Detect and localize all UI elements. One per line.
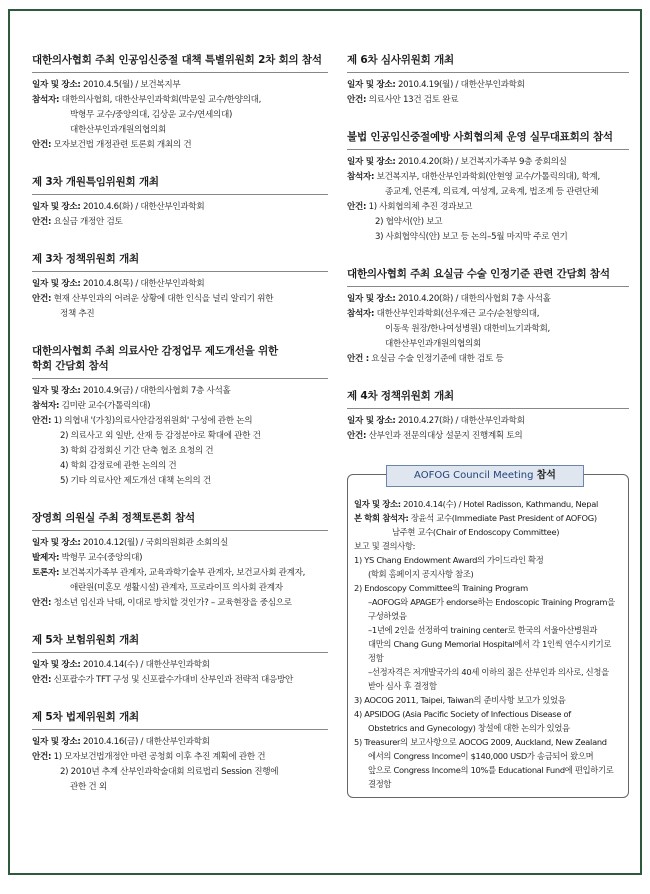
- entry-line: [354, 679, 622, 693]
- entry-text: 2010.4.16(금) / 대한산부인과학회: [80, 737, 210, 747]
- entry-line: [32, 108, 328, 123]
- entry-line: [354, 749, 622, 763]
- entry-label: 일자 및 장소:: [347, 416, 396, 426]
- entry-label: 일자 및 장소:: [32, 279, 81, 289]
- entry-label: 안건:: [32, 675, 52, 685]
- entry-line: [32, 215, 328, 230]
- entry-line: [32, 459, 328, 474]
- entry-line: [32, 384, 328, 399]
- section: [32, 511, 328, 611]
- aofog-title: [386, 465, 584, 487]
- entry-line: [32, 78, 328, 93]
- entry-label: 안건 :: [347, 354, 369, 364]
- entry-line: [354, 721, 622, 735]
- section: [347, 53, 629, 108]
- entry-line: [354, 539, 622, 553]
- entry-text: 2010.4.20(화) / 대한의사협회 7층 사석홀: [395, 294, 551, 304]
- entry-line: [32, 474, 328, 489]
- section-title-line: 제 4차 정책위원회 개최: [347, 390, 454, 402]
- entry-text: 대만의 Chang Gung Memorial Hospital에서 각 1인씩 연수시키기로: [368, 639, 612, 649]
- entry-text: 5) Treasurer의 보고사항으로 AOCOG 2009, Auckland, New Zealand: [354, 737, 607, 747]
- section-title: [347, 130, 629, 150]
- section: [347, 389, 629, 444]
- section-title-line: 제 5차 법제위원회 개최: [32, 711, 139, 723]
- entry-line: [32, 399, 328, 414]
- entry-line: [347, 185, 629, 200]
- entry-line: [347, 200, 629, 215]
- entry-text: 2010.4.8(목) / 대한산부인과학회: [80, 279, 205, 289]
- entry-label: 일자 및 장소:: [32, 386, 81, 396]
- entry-text: 2010.4.19(월) / 대한산부인과학회: [395, 80, 525, 90]
- entry-text: 보건복지부, 대한산부인과학회(안현영 교수/가톨릭의대), 학계,: [374, 172, 600, 182]
- aofog-title-suffix: 참석: [536, 470, 556, 481]
- section-title-line: 장영희 의원실 주최 정책토론회 참석: [32, 512, 195, 524]
- entry-line: [354, 623, 622, 637]
- entry-line: [347, 414, 629, 429]
- entry-label: 일자 및 장소:: [32, 660, 81, 670]
- entry-text: 3) AOCOG 2011, Taipei, Taiwan의 준비사항 보고가 있었음: [354, 695, 566, 705]
- entry-label: 참석자:: [347, 309, 375, 319]
- section-title: [32, 175, 328, 195]
- entry-line: [347, 215, 629, 230]
- entry-label: 본 학회 참석자:: [354, 513, 409, 523]
- section: [347, 267, 629, 367]
- entry-text: 현재 산부인과의 어려운 상황에 대한 인식을 널리 알리기 위한: [51, 294, 274, 304]
- entry-line: [354, 567, 622, 581]
- entry-text: 모자보건법 개정관련 토론회 개최의 건: [51, 140, 192, 150]
- entry-label: 참석자:: [32, 401, 60, 411]
- entry-text: 에서의 Congress Income이 $140,000 USD가 송금되어 왔으며: [368, 751, 594, 761]
- entry-text: 청소년 임신과 낙태, 이대로 방치할 것인가? – 교육현장을 중심으로: [51, 598, 292, 608]
- entry-line: [32, 581, 328, 596]
- entry-line: [32, 735, 328, 750]
- section-title: [32, 344, 328, 379]
- entry-line: [354, 609, 622, 623]
- entry-text: 3) 학회 감정회신 기간 단축 협조 요청의 건: [60, 446, 214, 456]
- entry-line: [347, 429, 629, 444]
- entry-line: [32, 138, 328, 153]
- section-title-line: 불법 인공임신중절예방 사회협의체 운영 실무대표회의 참석: [347, 131, 613, 143]
- entry-label: 안건:: [32, 217, 52, 227]
- entry-line: [354, 553, 622, 567]
- entry-line: [32, 596, 328, 611]
- entry-text: 대한의사협회, 대한산부인과학회(박문일 교수/한양의대,: [59, 95, 262, 105]
- entry-line: [32, 292, 328, 307]
- entry-line: [354, 651, 622, 665]
- section: [32, 53, 328, 153]
- section-title-line: 대한의사협회 주최 요실금 수술 인정기준 관련 간담회 참석: [347, 268, 610, 280]
- entry-label: 안건:: [32, 140, 52, 150]
- entry-text: 대한산부인과학회(선우재근 교수/순천향의대,: [374, 309, 540, 319]
- entry-text: 4) APSIDOG (Asia Pacific Society of Infectious Disease of: [354, 709, 571, 719]
- entry-label: 안건:: [347, 95, 367, 105]
- section: [32, 633, 328, 688]
- entry-text: 받아 심사 후 결정함: [368, 681, 437, 691]
- entry-line: [354, 581, 622, 595]
- entry-text: 대한산부인과개원의협의회: [70, 125, 167, 135]
- right-column: [347, 53, 629, 798]
- entry-line: [354, 707, 622, 721]
- entry-text: 요실금 수술 인정기준에 대한 검토 등: [368, 354, 504, 364]
- section: [32, 710, 328, 795]
- section-title: [347, 53, 629, 73]
- entry-line: [32, 765, 328, 780]
- entry-line: [32, 123, 328, 138]
- entry-line: [347, 307, 629, 322]
- entry-line: [32, 444, 328, 459]
- entry-line: [32, 307, 328, 322]
- entry-text: 2010.4.14(수) / Hotel Radisson, Kathmandu, Nepal: [400, 499, 598, 509]
- entry-line: [32, 673, 328, 688]
- entry-label: 일자 및 장소:: [32, 538, 81, 548]
- entry-label: 일자 및 장소:: [347, 157, 396, 167]
- section: [32, 175, 328, 230]
- newsletter-page: [8, 9, 642, 875]
- entry-line: [32, 658, 328, 673]
- entry-text: 남주현 교수(Chair of Endoscopy Committee): [392, 527, 560, 537]
- entry-text: 장윤석 교수(Immediate Past President of AOFOG): [408, 513, 597, 523]
- entry-label: 참석자:: [347, 172, 375, 182]
- entry-line: [32, 429, 328, 444]
- entry-text: 산부인과 전문의대상 설문지 진행계획 토의: [366, 431, 523, 441]
- entry-text: 2010.4.27(화) / 대한산부인과학회: [395, 416, 525, 426]
- entry-text: 신포괄수가 TFT 구성 및 신포괄수가대비 산부인과 전략적 대응방안: [51, 675, 294, 685]
- entry-line: [354, 595, 622, 609]
- section-title-line: 제 6차 심사위원회 개최: [347, 54, 454, 66]
- section-title-line: 학회 간담회 참석: [32, 360, 109, 372]
- entry-line: [347, 230, 629, 245]
- aofog-title-text: AOFOG Council Meeting: [414, 470, 534, 481]
- entry-text: 3) 사회협약식(안) 보고 등 논의–5월 마지막 주로 연기: [375, 232, 568, 242]
- entry-line: [32, 750, 328, 765]
- entry-text: 결정함: [368, 779, 392, 789]
- entry-line: [354, 637, 622, 651]
- entry-text: 박형무 교수(중앙의대): [59, 553, 143, 563]
- entry-line: [354, 763, 622, 777]
- entry-line: [32, 93, 328, 108]
- entry-label: 일자 및 장소:: [347, 80, 396, 90]
- entry-line: [32, 780, 328, 795]
- entry-text: (학회 홈페이지 공지사항 참조): [368, 569, 474, 579]
- section-title-line: 대한의사협회 주최 인공임신중절 대책 특별위원회 2차 회의 참석: [32, 54, 322, 66]
- section: [347, 130, 629, 245]
- section-title: [347, 389, 629, 409]
- aofog-body: [354, 497, 622, 791]
- section-title-line: 제 3차 개원특임위원회 개최: [32, 176, 159, 188]
- entry-line: [32, 551, 328, 566]
- entry-line: [32, 277, 328, 292]
- section-title-line: 제 3차 정책위원회 개최: [32, 253, 139, 265]
- entry-text: 5) 기타 의료사안 제도개선 대책 논의의 건: [60, 476, 211, 486]
- section-title: [347, 267, 629, 287]
- entry-line: [347, 292, 629, 307]
- entry-text: 2) 2010년 추계 산부인과학술대회 의료법리 Session 진행에: [60, 767, 279, 777]
- entry-line: [347, 93, 629, 108]
- entry-text: –선정자격은 저개발국가의 40세 이하의 젊은 산부인과 의사로, 신청을: [368, 667, 609, 677]
- entry-line: [32, 414, 328, 429]
- section-title: [32, 511, 328, 531]
- entry-label: 일자 및 장소:: [32, 80, 81, 90]
- entry-text: 관한 건 외: [70, 782, 107, 792]
- section-title: [32, 53, 328, 73]
- entry-line: [354, 511, 622, 525]
- right-sections: [347, 53, 629, 444]
- entry-text: 보고 및 결의사항:: [354, 541, 416, 551]
- entry-line: [347, 170, 629, 185]
- entry-line: [347, 337, 629, 352]
- entry-text: 2010.4.20(화) / 보건복지가족부 9층 중회의실: [395, 157, 567, 167]
- entry-text: 요실금 개정안 검토: [51, 217, 123, 227]
- entry-text: 4) 학회 감정료에 관한 논의의 건: [60, 461, 177, 471]
- entry-label: 일자 및 장소:: [354, 499, 401, 509]
- entry-text: 김미란 교수(가톨릭의대): [59, 401, 151, 411]
- entry-label: 안건:: [32, 752, 52, 762]
- entry-label: 안건:: [32, 416, 52, 426]
- entry-text: 2) Endoscopy Committee의 Training Program: [354, 583, 528, 593]
- entry-text: 정함: [368, 653, 384, 663]
- entry-line: [347, 322, 629, 337]
- entry-text: 2010.4.12(월) / 국회의원회관 소회의실: [80, 538, 229, 548]
- aofog-box: [347, 470, 629, 798]
- entry-text: –AOFOG와 APAGE가 endorse하는 Endoscopic Training Program을: [368, 597, 615, 607]
- entry-line: [354, 777, 622, 791]
- entry-text: 박형무 교수/중앙의대, 김상운 교수/연세의대): [70, 110, 232, 120]
- entry-line: [354, 497, 622, 511]
- entry-line: [32, 200, 328, 215]
- entry-text: 종교계, 언론계, 의료계, 여성계, 교육계, 법조계 등 관련단체: [385, 187, 599, 197]
- entry-label: 발제자:: [32, 553, 60, 563]
- entry-line: [347, 78, 629, 93]
- entry-line: [354, 693, 622, 707]
- entry-text: 1) YS Chang Endowment Award의 가이드라인 확정: [354, 555, 544, 565]
- entry-text: 앞으로 Congress Income의 10%를 Educational Fund에 편입하기로: [368, 765, 614, 775]
- section-title-line: 제 5차 보험위원회 개최: [32, 634, 139, 646]
- entry-line: [354, 665, 622, 679]
- entry-line: [347, 352, 629, 367]
- section-title: [32, 710, 328, 730]
- entry-text: 의료사안 13건 검토 완료: [366, 95, 459, 105]
- entry-text: 구성하였음: [368, 611, 407, 621]
- entry-text: 1) 의협내 '(가칭)의료사안감정위원회' 구성에 관한 논의: [51, 416, 253, 426]
- entry-label: 안건:: [347, 202, 367, 212]
- entry-label: 일자 및 장소:: [347, 294, 396, 304]
- entry-text: 대한산부인과개원의협의회: [385, 339, 482, 349]
- entry-label: 토론자:: [32, 568, 60, 578]
- entry-line: [354, 525, 622, 539]
- entry-line: [32, 566, 328, 581]
- entry-line: [354, 735, 622, 749]
- entry-text: 보건복지가족부 관계자, 교육과학기술부 관계자, 보건교사회 관계자,: [59, 568, 306, 578]
- section: [32, 344, 328, 489]
- entry-text: 2) 의료사고 외 일반, 산재 등 감정분야로 확대에 관한 건: [60, 431, 261, 441]
- entry-text: 2010.4.6(화) / 대한산부인과학회: [80, 202, 205, 212]
- entry-text: –1년에 2인을 선정하여 training center로 한국의 서울아산병원과: [368, 625, 598, 635]
- entry-line: [347, 155, 629, 170]
- left-column: [32, 53, 328, 817]
- entry-text: 2010.4.5(월) / 보건복지부: [80, 80, 181, 90]
- entry-text: 2010.4.9(금) / 대한의사협회 7층 사석홀: [80, 386, 231, 396]
- entry-text: 1) 모자보건법개정안 마련 공청회 이후 추진 계획에 관한 건: [51, 752, 266, 762]
- entry-label: 안건:: [32, 294, 52, 304]
- entry-label: 참석자:: [32, 95, 60, 105]
- section-title: [32, 633, 328, 653]
- entry-text: 1) 사회협의체 추진 경과보고: [366, 202, 473, 212]
- entry-label: 일자 및 장소:: [32, 202, 81, 212]
- entry-text: 정책 추진: [60, 309, 95, 319]
- section-title: [32, 252, 328, 272]
- entry-label: 안건:: [32, 598, 52, 608]
- entry-label: 일자 및 장소:: [32, 737, 81, 747]
- entry-text: Obstetrics and Gynecology) 창설에 대한 논의가 있었음: [368, 723, 570, 733]
- entry-label: 안건:: [347, 431, 367, 441]
- entry-text: 2010.4.14(수) / 대한산부인과학회: [80, 660, 210, 670]
- entry-text: 애란원(미혼모 생활시설) 관계자, 프로라이프 의사회 관계자: [70, 583, 283, 593]
- section-title-line: 대한의사협회 주최 의료사안 감정업무 제도개선을 위한: [32, 345, 278, 357]
- section: [32, 252, 328, 322]
- entry-text: 2) 협약서(안) 보고: [375, 217, 443, 227]
- entry-line: [32, 536, 328, 551]
- entry-text: 이동욱 원장/한나여성병원) 대한비뇨기과학회,: [385, 324, 550, 334]
